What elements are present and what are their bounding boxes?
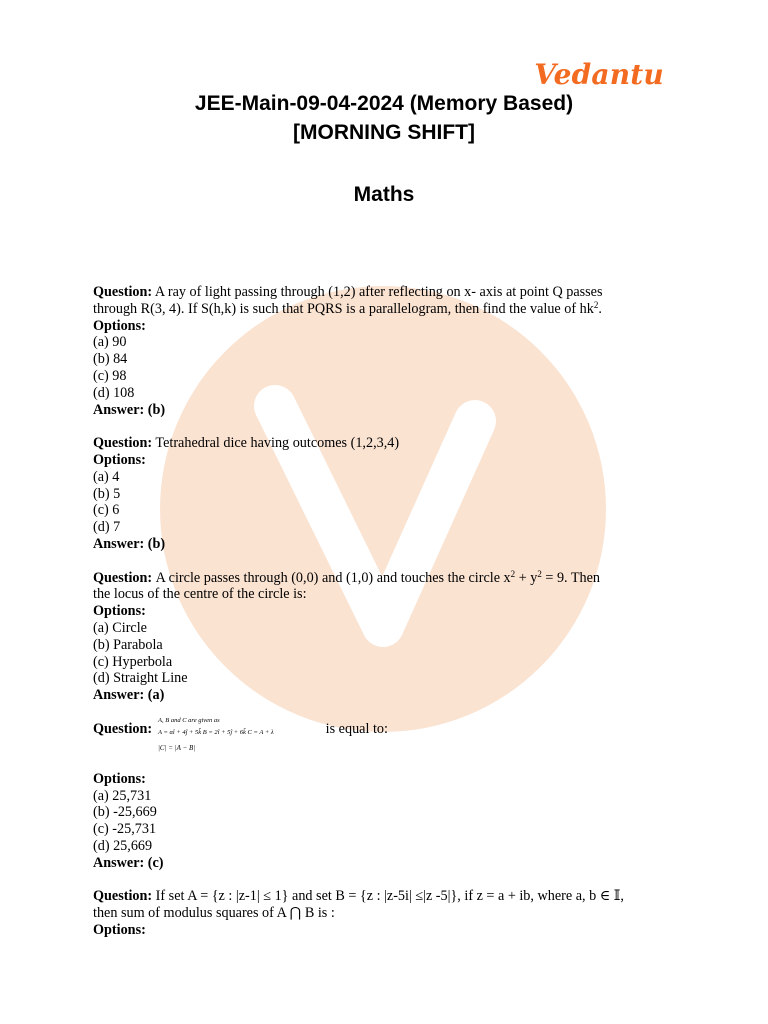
option-a: (a) Circle: [93, 619, 147, 636]
equation-line3: |C| = |A − B|: [157, 743, 195, 752]
question-label: Question:: [93, 888, 153, 905]
question-text-line1: Tetrahedral dice having outcomes (1,2,3,4): [155, 435, 400, 452]
superscript: 2: [593, 299, 599, 310]
options-label: Options:: [93, 603, 146, 620]
options-label: Options:: [93, 770, 146, 787]
option-a: (a) 90: [93, 334, 127, 351]
question-text-line1: A ray of light passing through (1,2) after reflecting on x- axis at point Q passes: [154, 284, 603, 300]
option-d: (d) 108: [93, 384, 135, 401]
question-text-line2: the locus of the centre of the circle is:: [93, 586, 307, 603]
answer-value: (a): [147, 687, 165, 704]
equation-line2: A = αî + 4ĵ + 5k̂ B = 2î + 5ĵ + 6k̂ C = A + λ: [157, 728, 274, 736]
question-block: [93, 888, 668, 938]
answer-value: (b): [147, 401, 166, 418]
question-text-line2: [93, 301, 668, 318]
question-list: [93, 284, 668, 955]
options-label: Options:: [93, 317, 146, 334]
superscript: 2: [510, 568, 516, 579]
question-block: [93, 435, 668, 553]
question-block: [93, 284, 668, 418]
answer-label: Answer:: [93, 854, 145, 871]
question-block: [93, 570, 668, 704]
option-a: (a) 4: [93, 468, 120, 485]
answer-line: [93, 402, 668, 419]
option-d: (d) 7: [93, 519, 121, 536]
options-label: Options:: [93, 451, 146, 468]
question-label: Question:: [93, 284, 153, 300]
equation-line1: A, B and C are given as: [157, 716, 220, 724]
question-text: [93, 570, 668, 587]
question-text-line1: If set A = {z : |z-1| ≤ 1} and set B = {z : |z-5i| ≤|z -5|}, if z = a + ib, where a, b ∈ 𝕀,: [155, 888, 624, 905]
answer-label: Answer:: [93, 401, 145, 418]
answer-line: [93, 855, 668, 872]
question-text-line2-main: through R(3, 4). If S(h,k) is such that PQRS is a parallelogram, then find the value of hk: [93, 300, 594, 317]
question-label: Question:: [93, 720, 153, 737]
question-text-line2: then sum of modulus squares of A ⋂ B is :: [93, 905, 335, 922]
answer-value: (b): [147, 535, 166, 552]
question-text-part-a: A circle passes through (0,0) and (1,0) and touches the circle x: [155, 569, 511, 586]
question-text: [93, 435, 668, 452]
question-text: [93, 284, 668, 301]
question-text-part-b: + y: [515, 569, 538, 586]
question-label: Question:: [93, 569, 153, 586]
option-b: (b) -25,669: [93, 804, 157, 821]
question-block: [93, 716, 668, 872]
subject-heading: Maths: [353, 183, 415, 206]
option-b: (b) Parabola: [93, 636, 163, 653]
answer-value: (c): [147, 854, 164, 871]
question-text: [93, 716, 668, 771]
equation-image: [156, 713, 326, 763]
option-d: (d) Straight Line: [93, 670, 188, 687]
option-b: (b) 5: [93, 485, 121, 502]
answer-line: [93, 536, 668, 553]
answer-label: Answer:: [93, 535, 145, 552]
vedantu-logo: Vedantu: [534, 58, 664, 91]
option-a: (a) 25,731: [93, 787, 152, 804]
page-title: JEE-Main-09-04-2024 (Memory Based): [194, 92, 574, 115]
question-text-line2-end: .: [598, 300, 602, 317]
option-c: (c) Hyperbola: [93, 653, 173, 670]
superscript: 2: [537, 568, 542, 579]
option-c: (c) 6: [93, 502, 120, 519]
question-label: Question:: [93, 435, 153, 452]
option-c: (c) 98: [93, 367, 127, 384]
options-label: Options:: [93, 921, 146, 938]
question-text-part-c: = 9. Then: [541, 569, 601, 586]
page-subtitle: [MORNING SHIFT]: [293, 121, 475, 144]
question-text: [93, 888, 668, 905]
answer-label: Answer:: [93, 687, 145, 704]
answer-line: [93, 687, 668, 704]
option-b: (b) 84: [93, 351, 128, 368]
option-d: (d) 25,669: [93, 837, 153, 854]
option-c: (c) -25,731: [93, 821, 157, 838]
question-text-tail: is equal to:: [325, 720, 388, 737]
